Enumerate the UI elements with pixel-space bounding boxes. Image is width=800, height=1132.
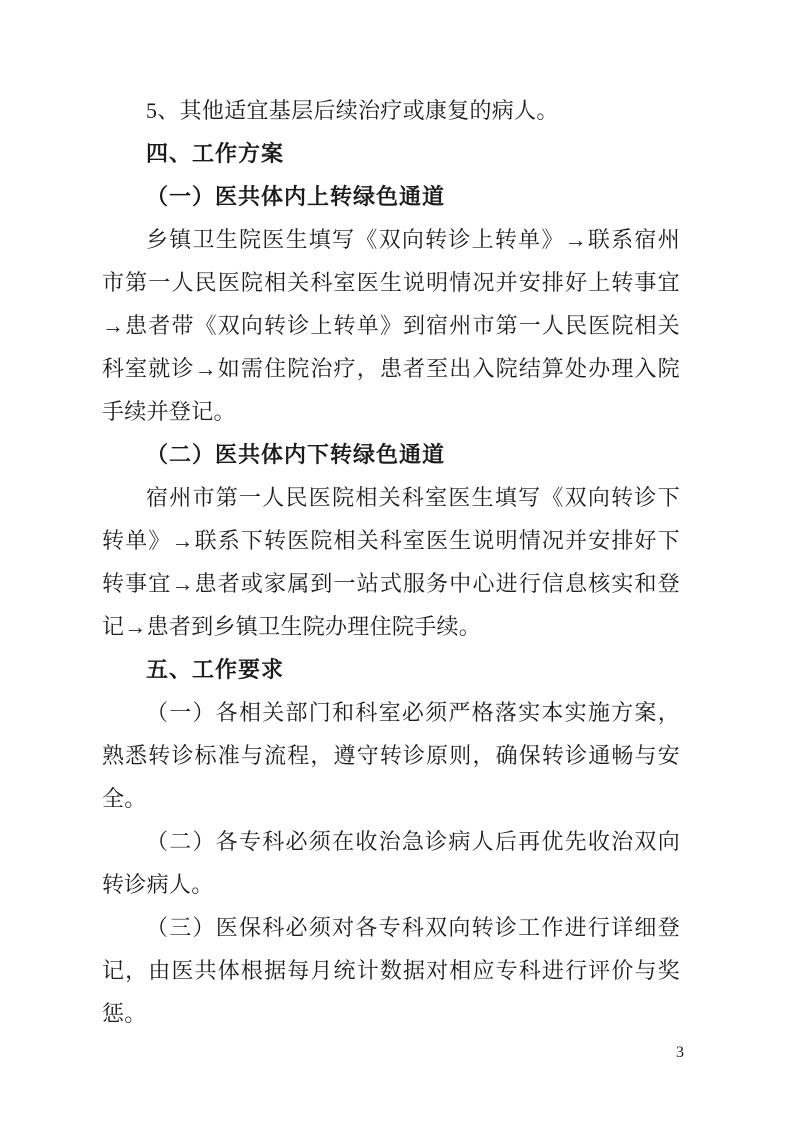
paragraph-requirement-2: （二）各专科必须在收治急诊病人后再优先收治双向转诊病人。 (102, 829, 680, 897)
paragraph-requirement-1: （一）各相关部门和科室必须严格落实本实施方案，熟悉转诊标准与流程，遵守转诊原则，确保转诊通畅与安全。 (102, 700, 680, 811)
document-content (102, 89, 680, 1035)
paragraph-requirement-3: （三）医保科必须对各专科双向转诊工作进行详细登记，由医共体根据每月统计数据对相应专科进行评价与奖惩。 (102, 915, 680, 1026)
paragraph-upward-referral-process: 乡镇卫生院医生填写《双向转诊上转单》→联系宿州市第一人民医院相关科室医生说明情况并安排好上转事宜→患者带《双向转诊上转单》到宿州市第一人民医院相关科室就诊→如需住院治疗，患者至出入院结算处办理入院手续并登记。 (102, 227, 680, 424)
heading-work-plan: 四、工作方案 (146, 141, 285, 166)
heading-upward-referral-channel: （一）医共体内上转绿色通道 (146, 184, 446, 209)
heading-work-requirements: 五、工作要求 (146, 657, 285, 682)
heading-downward-referral-channel: （二）医共体内下转绿色通道 (146, 442, 446, 467)
paragraph-downward-referral-process: 宿州市第一人民医院相关科室医生填写《双向转诊下转单》→联系下转医院相关科室医生说明情况并安排好下转事宜→患者或家属到一站式服务中心进行信息核实和登记→患者到乡镇卫生院办理住院手续。 (102, 485, 680, 639)
page-number: 3 (676, 1044, 684, 1061)
paragraph-other-suitable-patients: 5、其他适宜基层后续治疗或康复的病人。 (146, 98, 559, 123)
